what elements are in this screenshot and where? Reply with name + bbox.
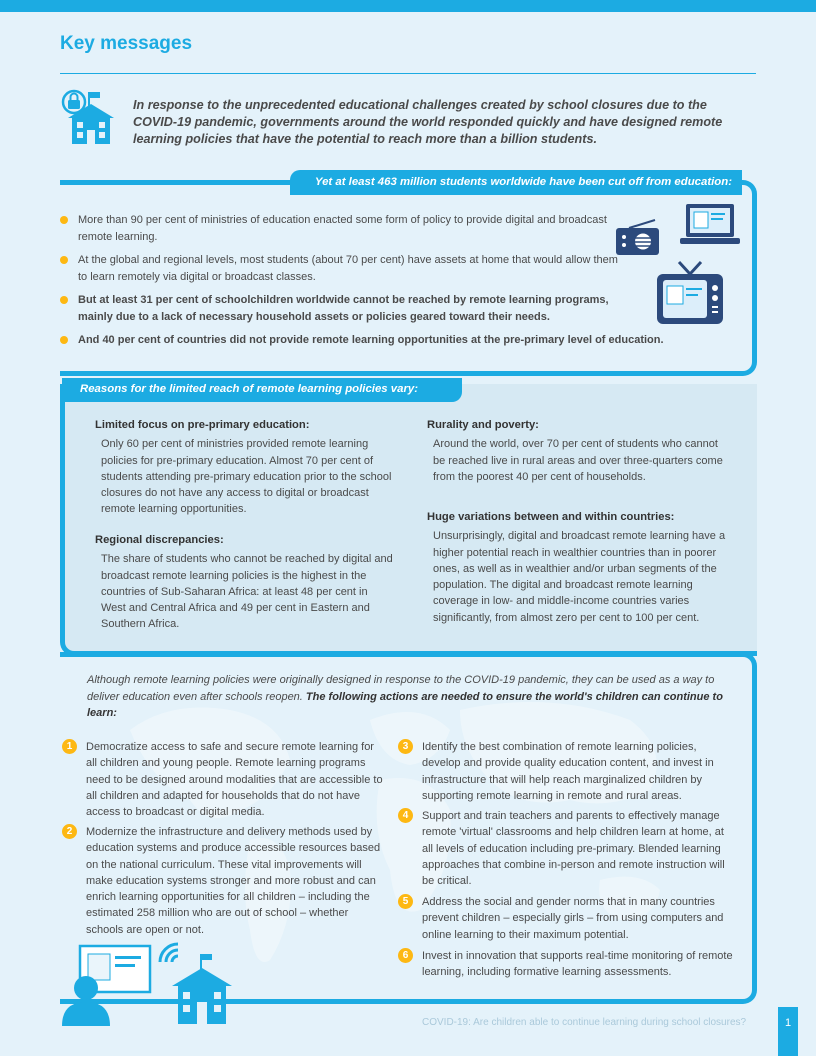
top-bar <box>0 0 816 12</box>
footer-text: COVID-19: Are children able to continue learning during school closures? <box>422 1017 747 1028</box>
bullet-dot-icon <box>60 256 68 264</box>
page-title: Key messages <box>60 33 193 54</box>
reason-text: Unsurprisingly, digital and broadcast remote learning have a higher potential reach in wealthier countries than in poorer ones, as well as in wealthier and/or urban segments of the population. The digital and broadcast remote learning coverage in low- and middle-income countries varies significantly, from almost zero per cent to 100 per cent. <box>433 530 726 624</box>
bullet-dot-icon <box>60 216 68 224</box>
teacher-screen-icon <box>62 946 150 1026</box>
number-badge: 1 <box>62 739 77 754</box>
page-number: 1 <box>778 1007 798 1056</box>
laptop-icon <box>680 203 740 246</box>
action-item: 3 Identify the best combination of remote learning policies, develop and provide quality education content, and invest in infrastructure that will help reach marginalized children by supporting remote learning in remote and rural areas. <box>398 739 738 804</box>
section2-label: Reasons for the limited reach of remote learning policies vary: <box>62 378 462 402</box>
number-badge: 5 <box>398 894 413 909</box>
reason-text: Only 60 per cent of ministries provided remote learning policies for pre-primary education. Almost 70 per cent of students attending pre-primary education prior to the school closures do not have any access to digital or broadcast remote learning opportunities. <box>101 438 392 516</box>
title-divider <box>60 73 756 74</box>
tv-icon <box>655 260 725 326</box>
number-badge: 6 <box>398 948 413 963</box>
reason-title: Huge variations between and within countries: <box>427 511 675 523</box>
number-badge: 4 <box>398 808 413 823</box>
intro-statement: In response to the unprecedented educational challenges created by school closures due to the COVID-19 pandemic, governments around the world responded quickly and have designed remote learning policies that have the potential to reach more than a billion students. <box>133 98 723 146</box>
reason-block <box>427 417 732 485</box>
actions-intro: Although remote learning policies were originally designed in response to the COVID-19 pandemic, they can be used as a way to deliver education even after schools reopen. The following actions are needed to ensure the world's children can continue to learn: <box>87 674 723 720</box>
bullet-dot-icon <box>60 336 68 344</box>
reason-block <box>95 417 395 518</box>
action-item: 2 Modernize the infrastructure and delivery methods used by education systems and produce accessible resources based on the national curriculum. These vital improvements will make education systems stronger and more robust and can enrich learning opportunities for all children – including the estimated 258 million who are out of school – whether schools are open or not. <box>62 824 384 938</box>
list-item: More than 90 per cent of ministries of education enacted some form of policy to provide digital and broadcast remote learning. <box>60 212 620 245</box>
bullet-dot-icon <box>60 296 68 304</box>
action-item: 4 Support and train teachers and parents to effectively manage remote 'virtual' classrooms and help children learn at home, at all levels of education including pre-primary. Blended learning approaches that combine in-person and remote instruction will be critical. <box>398 808 738 889</box>
school-lock-icon <box>58 86 120 148</box>
reason-block <box>95 532 395 633</box>
wifi-school-icon <box>160 944 232 1024</box>
list-item: But at least 31 per cent of schoolchildren worldwide cannot be reached by remote learning programs, mainly due to a lack of necessary household assets or policies geared toward their needs. <box>60 292 620 325</box>
reason-text: Around the world, over 70 per cent of students who cannot be reached live in rural areas and over three-quarters come from the poorest 40 per cent of households. <box>433 438 723 483</box>
reason-title: Rurality and poverty: <box>427 419 539 431</box>
list-item: And 40 per cent of countries did not provide remote learning opportunities at the pre-primary level of education. <box>60 332 720 349</box>
remote-learning-illustration <box>60 940 240 1026</box>
reason-block <box>427 509 735 626</box>
action-item: 1 Democratize access to safe and secure remote learning for all children and young people. Remote learning programs need to be designed around modalities that are accessible to all children and adapted for households that do not have access to broadcast or digital media. <box>62 739 384 820</box>
reason-text: The share of students who cannot be reached by digital and broadcast remote learning policies is the highest in the countries of Sub-Saharan Africa: at least 48 per cent in West and Central Africa and 49 per cent in Eastern and Southern Africa. <box>101 553 393 631</box>
list-item: At the global and regional levels, most students (about 70 per cent) have assets at home that would allow them to learn remotely via digital or broadcast classes. <box>60 252 620 285</box>
number-badge: 3 <box>398 739 413 754</box>
section1-label: Yet at least 463 million students worldwide have been cut off from education: <box>290 170 742 195</box>
action-item: 5 Address the social and gender norms that in many countries prevent children – especially girls – from using computers and online learning to their maximum potential. <box>398 894 738 943</box>
section1-bullets <box>60 212 664 356</box>
action-item: 6 Invest in innovation that supports real-time monitoring of remote learning, including formative learning assessments. <box>398 948 738 981</box>
number-badge: 2 <box>62 824 77 839</box>
reason-title: Regional discrepancies: <box>95 534 224 546</box>
radio-icon <box>615 218 660 256</box>
reason-title: Limited focus on pre-primary education: <box>95 419 310 431</box>
actions-intro-bold: The following actions are needed to ensure the world's children can continue to learn: <box>87 690 723 720</box>
